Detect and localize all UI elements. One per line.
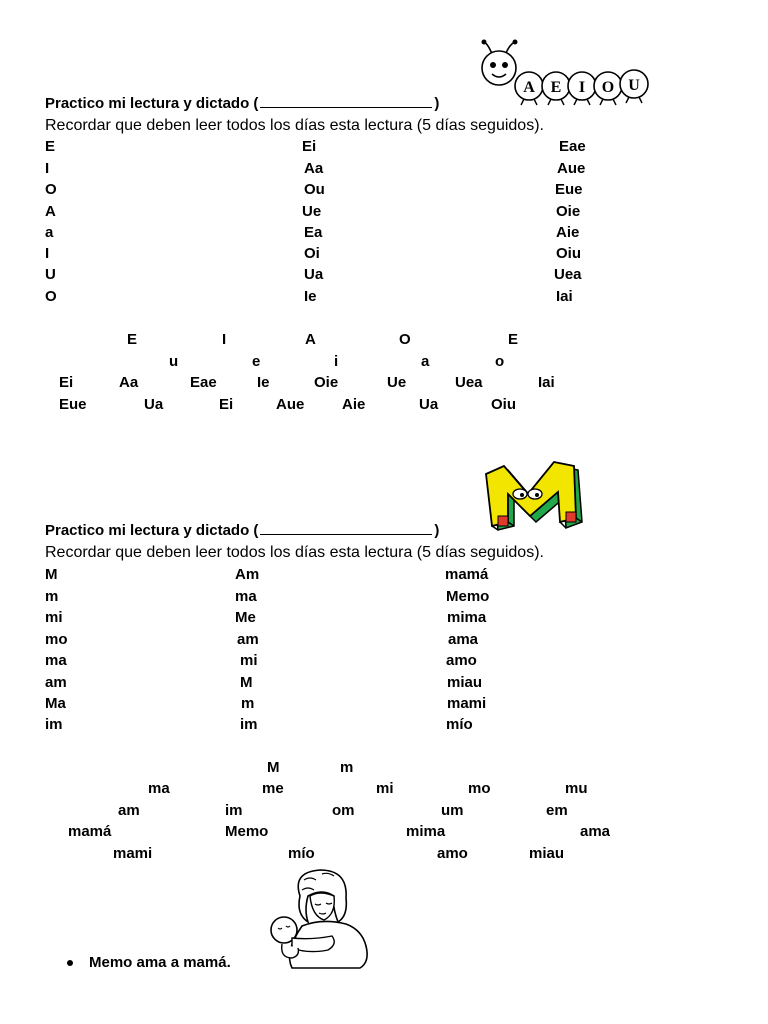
s1-row1-item: E <box>508 331 519 348</box>
s1-row3-item: Uea <box>455 374 483 391</box>
s2-col3-item: mamá <box>445 566 489 583</box>
s1-col2-item: Oi <box>304 245 320 262</box>
s2-row3-item: om <box>332 802 355 819</box>
s2-row4-item: ama <box>580 823 611 840</box>
s2-col3-item: mami <box>447 695 487 712</box>
s1-row2-item: e <box>252 353 261 370</box>
s1-row3-item: Ei <box>59 374 74 391</box>
s2-row4-item: Memo <box>225 823 269 840</box>
s1-col2-item: Ue <box>302 203 322 220</box>
section1-title-close: ) <box>434 95 440 112</box>
s1-row3-item: Iai <box>538 374 555 391</box>
s2-row4-item: mamá <box>68 823 112 840</box>
s1-row4-item: Ua <box>419 396 439 413</box>
s2-col2-item: Me <box>235 609 256 626</box>
letter-m-illustration <box>478 456 588 536</box>
s1-col2-item: Ua <box>304 266 324 283</box>
s1-row3-item: Oie <box>314 374 339 391</box>
big-letter-m: M <box>478 456 479 457</box>
s2-col2-item: Am <box>235 566 260 583</box>
s1-col3-item: Iai <box>556 288 573 305</box>
s1-col1-item: A <box>45 203 56 220</box>
s2-col2-item: mi <box>240 652 258 669</box>
s2-col1-item: M <box>45 566 58 583</box>
section1-instructions: Recordar que deben leer todos los días esta lectura (5 días seguidos). <box>45 117 544 134</box>
s1-col3-item: Uea <box>554 266 582 283</box>
s1-row4-item: Eue <box>59 396 87 413</box>
s2-row5-item: mami <box>113 845 153 862</box>
s2-col3-item: Memo <box>446 588 490 605</box>
s1-row2-item: i <box>334 353 339 370</box>
section2-instructions: Recordar que deben leer todos los días esta lectura (5 días seguidos). <box>45 544 544 561</box>
s1-col1-item: I <box>45 245 50 262</box>
s1-col2-item: Ie <box>304 288 317 305</box>
s2-row5-item: mío <box>288 845 315 862</box>
s1-col3-item: Eue <box>555 181 583 198</box>
s1-row1-item: I <box>222 331 227 348</box>
s1-row2-item: a <box>421 353 430 370</box>
s1-col1-item: U <box>45 266 56 283</box>
s1-row3-item: Eae <box>190 374 217 391</box>
s2-col3-item: mima <box>447 609 487 626</box>
s2-col2-item: am <box>237 631 259 648</box>
s1-col1-item: O <box>45 181 57 198</box>
s1-col1-item: a <box>45 224 54 241</box>
name-blank-2[interactable] <box>260 522 432 535</box>
name-blank-1[interactable] <box>260 95 432 108</box>
caterpillar-letter: O <box>601 79 615 96</box>
s1-row4-item: Aie <box>342 396 366 413</box>
caterpillar-letter: U <box>628 77 640 94</box>
s1-col3-item: Aue <box>557 160 586 177</box>
s2-row2-item: mo <box>468 780 491 797</box>
caterpillar-vowels-illustration <box>474 38 654 108</box>
s1-col1-item: I <box>45 160 50 177</box>
s2-col1-item: mo <box>45 631 68 648</box>
s2-row3-item: um <box>441 802 464 819</box>
bullet-sentence: Memo ama a mamá. <box>89 954 231 971</box>
s2-row3-item: em <box>546 802 568 819</box>
section2-title <box>45 522 439 539</box>
s2-col2-item: im <box>240 716 258 733</box>
caterpillar-letter: E <box>550 79 562 96</box>
s1-row2-item: o <box>495 353 505 370</box>
s1-col3-item: Aie <box>556 224 580 241</box>
section2-title-close: ) <box>434 522 440 539</box>
mother-baby-illustration <box>262 866 382 970</box>
s1-col2-item: Aa <box>304 160 324 177</box>
s2-col2-item: m <box>241 695 255 712</box>
s2-row2-item: mi <box>376 780 394 797</box>
s2-col3-item: mío <box>446 716 473 733</box>
s1-col1-item: E <box>45 138 56 155</box>
s1-col3-item: Oie <box>556 203 581 220</box>
s2-row5-item: miau <box>529 845 565 862</box>
s2-col2-item: M <box>240 674 253 691</box>
s2-row2-item: ma <box>148 780 170 797</box>
s1-row3-item: Ie <box>257 374 270 391</box>
s2-col1-item: ma <box>45 652 67 669</box>
s2-col1-item: m <box>45 588 59 605</box>
s1-col2-item: Ei <box>302 138 317 155</box>
bullet-list-item <box>67 954 231 971</box>
s1-row4-item: Aue <box>276 396 305 413</box>
s2-col1-item: im <box>45 716 63 733</box>
s2-row2-item: me <box>262 780 284 797</box>
s1-col2-item: Ou <box>304 181 325 198</box>
s1-row1-item: O <box>399 331 411 348</box>
s1-row4-item: Ua <box>144 396 164 413</box>
s1-row3-item: Ue <box>387 374 407 391</box>
s2-row4-item: mima <box>406 823 446 840</box>
s2-row1-item: m <box>340 759 354 776</box>
s2-row5-item: amo <box>437 845 468 862</box>
s1-row3-item: Aa <box>119 374 139 391</box>
s2-col2-item: ma <box>235 588 257 605</box>
s1-col1-item: O <box>45 288 57 305</box>
s2-row2-item: mu <box>565 780 588 797</box>
s1-col3-item: Eae <box>559 138 586 155</box>
s1-row1-item: A <box>305 331 316 348</box>
s2-col1-item: Ma <box>45 695 66 712</box>
s1-col3-item: Oiu <box>556 245 581 262</box>
caterpillar-letter: A <box>523 79 535 96</box>
section1-title-text: Practico mi lectura y dictado ( <box>45 95 259 112</box>
s2-row3-item: im <box>225 802 243 819</box>
bullet-dot <box>67 960 73 966</box>
s2-row1-item: M <box>267 759 280 776</box>
s2-col3-item: amo <box>446 652 477 669</box>
section2-title-text: Practico mi lectura y dictado ( <box>45 522 259 539</box>
caterpillar-letter: I <box>578 79 586 96</box>
s2-col3-item: miau <box>447 674 483 691</box>
s2-col1-item: mi <box>45 609 63 626</box>
s1-col2-item: Ea <box>304 224 323 241</box>
s1-row4-item: Ei <box>219 396 234 413</box>
s1-row4-item: Oiu <box>491 396 516 413</box>
s1-row1-item: E <box>127 331 138 348</box>
s1-row2-item: u <box>169 353 179 370</box>
s2-col1-item: am <box>45 674 67 691</box>
s2-col3-item: ama <box>448 631 479 648</box>
s2-row3-item: am <box>118 802 140 819</box>
section1-title <box>45 95 439 112</box>
